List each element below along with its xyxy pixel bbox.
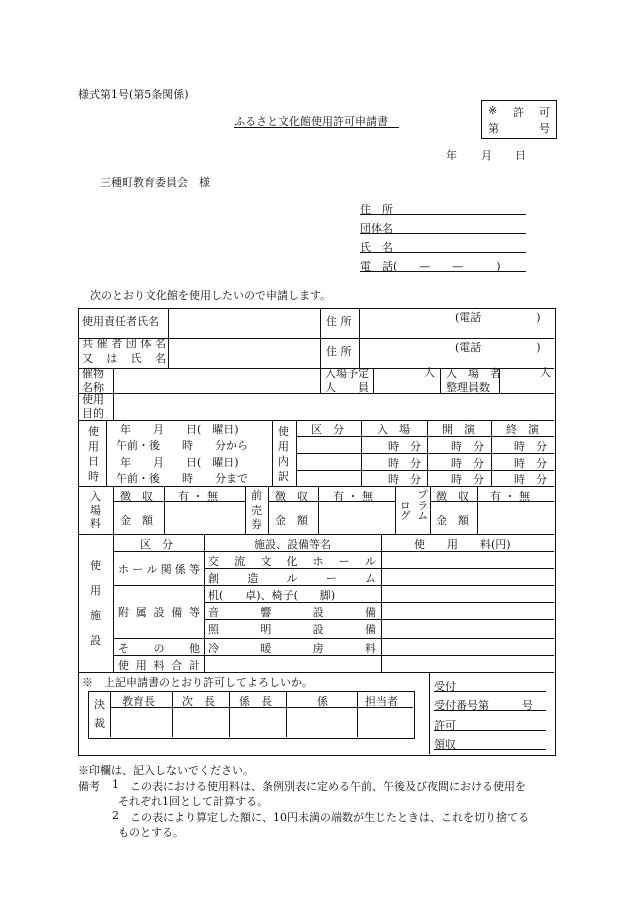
approval-note: ※ 上記申請書のとおり許可してよろしいか。	[82, 676, 313, 689]
intro-text: 次のとおり文化館を使用したいので申請します。	[90, 289, 332, 302]
program-yesno[interactable]: 有 ・ 無	[490, 490, 530, 503]
permit-label: 許可	[434, 719, 456, 732]
time-cell: 時 分	[451, 440, 484, 453]
purpose-label-2: 目的	[82, 407, 104, 420]
style-number: 様式第1号(第5条関係)	[78, 88, 189, 101]
note-2-num: 2	[112, 809, 119, 822]
use-datetime-label: 使 用 日 時	[88, 425, 99, 483]
decision-label: 決 裁	[94, 698, 105, 730]
role-deputy: 次 長	[182, 695, 215, 708]
presale-label: 前 売 券	[251, 489, 262, 531]
time-cell: 時 分	[451, 473, 484, 486]
time-cell: 時 分	[388, 440, 421, 453]
applicant-address-line[interactable]	[360, 214, 526, 215]
person-unit: 人	[424, 366, 435, 379]
purpose-label-1: 使用	[82, 393, 104, 406]
address2-label: 住 所	[326, 345, 352, 358]
phone2-label: (電話 )	[455, 341, 541, 354]
presale-yesno[interactable]: 有 ・ 無	[333, 490, 373, 503]
hall-item-2: 創 造 ル ー ム	[208, 572, 376, 585]
program-collect: 徴 収	[436, 490, 469, 503]
addressee: 三種町教育委員会 様	[100, 176, 210, 189]
bd-header-open: 開 演	[442, 423, 475, 436]
applicant-phone-line[interactable]	[360, 271, 526, 272]
responsible-name-label: 使用責任者氏名	[82, 315, 159, 328]
hall-item-1: 交 流 文 化 ホ ー ル	[208, 555, 376, 568]
date-year: 年	[446, 149, 457, 162]
permit-kyo: 許	[513, 106, 524, 119]
role-staff: 係	[317, 695, 328, 708]
note-1-line-b: それぞれ1回として計算する。	[118, 795, 268, 808]
collected-label: 領収	[434, 738, 456, 751]
total-label: 使 用 料 合 計	[118, 659, 200, 672]
title-underline	[234, 127, 399, 128]
expected-label-1: 入場予定	[325, 367, 369, 380]
equip-item-3: 照 明 設 備	[208, 623, 376, 636]
seal-note: ※印欄は、記入しないでください。	[78, 764, 254, 777]
equip-item-2: 音 響 設 備	[208, 606, 376, 619]
dt-line-1: 年 月 日( 曜日)	[120, 423, 239, 436]
date-day: 日	[515, 149, 526, 162]
permit-ka: 可	[539, 106, 550, 119]
form-title: ふるさと文化館使用許可申請書	[234, 115, 388, 128]
equip-item-1: 机( 卓)、椅子( 脚)	[208, 589, 336, 602]
bd-header-category: 区 分	[311, 423, 344, 436]
expected-label-2: 人 員	[325, 381, 369, 394]
permit-go: 号	[539, 122, 550, 135]
time-cell: 時 分	[388, 457, 421, 470]
presale-amount: 金 額	[275, 514, 308, 527]
equip-group-label: 附 属 設 備 等	[118, 606, 200, 619]
receipt-label: 受付	[434, 680, 456, 693]
note-2-line-b: ものとする。	[118, 826, 184, 839]
fac-header-fee: 使 用 料(円)	[414, 538, 511, 551]
bd-header-entry: 入 場	[377, 423, 410, 436]
time-cell: 時 分	[514, 457, 547, 470]
receipt-no-label: 受付番号第 号	[434, 699, 533, 712]
admission-yesno[interactable]: 有 ・ 無	[178, 490, 218, 503]
role-chief: 係 長	[239, 695, 272, 708]
fac-header-name: 施設、設備等名	[254, 538, 331, 551]
applicant-address-label: 住 所	[360, 203, 393, 216]
facility-label: 使 用 施 設	[90, 559, 101, 647]
program-label: プ ロ ラ グ ム	[400, 489, 428, 522]
staff-label-1: 入 場 者	[446, 367, 501, 380]
person-unit-2: 人	[540, 366, 551, 379]
applicant-name-line[interactable]	[360, 252, 526, 253]
organizer-label-1: 共 催 者 団 体 名	[82, 337, 166, 350]
admission-label: 入 場 料	[90, 490, 101, 530]
fac-header-category: 区 分	[140, 538, 173, 551]
phone-label: (電話 )	[455, 311, 541, 324]
event-name-label-1: 催物	[82, 367, 104, 380]
equip-item-4: 冷 暖 房 料	[208, 642, 376, 655]
organizer-label-2: 又 は 氏 名	[82, 352, 166, 365]
date-month: 月	[481, 149, 492, 162]
applicant-group-line[interactable]	[360, 233, 526, 234]
applicant-name-label: 氏 名	[360, 241, 393, 254]
breakdown-label: 使 用 内 訳	[278, 425, 289, 483]
other-label: そ の 他	[118, 642, 200, 655]
note-1-line-a: この表における使用料は、条例別表に定める午前、午後及び夜間における使用を	[130, 780, 526, 793]
applicant-group-label: 団体名	[360, 222, 393, 235]
permit-dai: 第	[488, 122, 499, 135]
time-cell: 時 分	[451, 457, 484, 470]
applicant-phone-label: 電 話( — — )	[360, 260, 501, 273]
admission-collect: 徴 収	[120, 490, 153, 503]
note-2-line-a: この表により算定した額に、10円未満の端数が生じたときは、これを切り捨てる	[130, 811, 529, 824]
note-1-num: 1	[112, 778, 119, 791]
time-cell: 時 分	[514, 440, 547, 453]
role-superintendent: 教育長	[122, 695, 155, 708]
address-label: 住 所	[326, 315, 352, 328]
admission-amount: 金 額	[120, 514, 153, 527]
remarks-label: 備考	[78, 780, 100, 793]
dt-line-3: 年 月 日( 曜日)	[120, 456, 239, 469]
program-amount: 金 額	[436, 514, 469, 527]
staff-label-2: 整理員数	[446, 381, 490, 394]
dt-line-4: 午前・後 時 分まで	[116, 472, 248, 485]
permit-mark: ※	[488, 104, 498, 117]
role-in-charge: 担当者	[365, 695, 398, 708]
hall-group-label: ホ ー ル 関 係 等	[118, 563, 200, 576]
bd-header-end: 終 演	[506, 423, 539, 436]
dt-line-2: 午前・後 時 分から	[116, 439, 248, 452]
event-name-label-2: 名称	[82, 381, 104, 394]
time-cell: 時 分	[514, 473, 547, 486]
time-cell: 時 分	[388, 473, 421, 486]
presale-collect: 徴 収	[275, 490, 308, 503]
